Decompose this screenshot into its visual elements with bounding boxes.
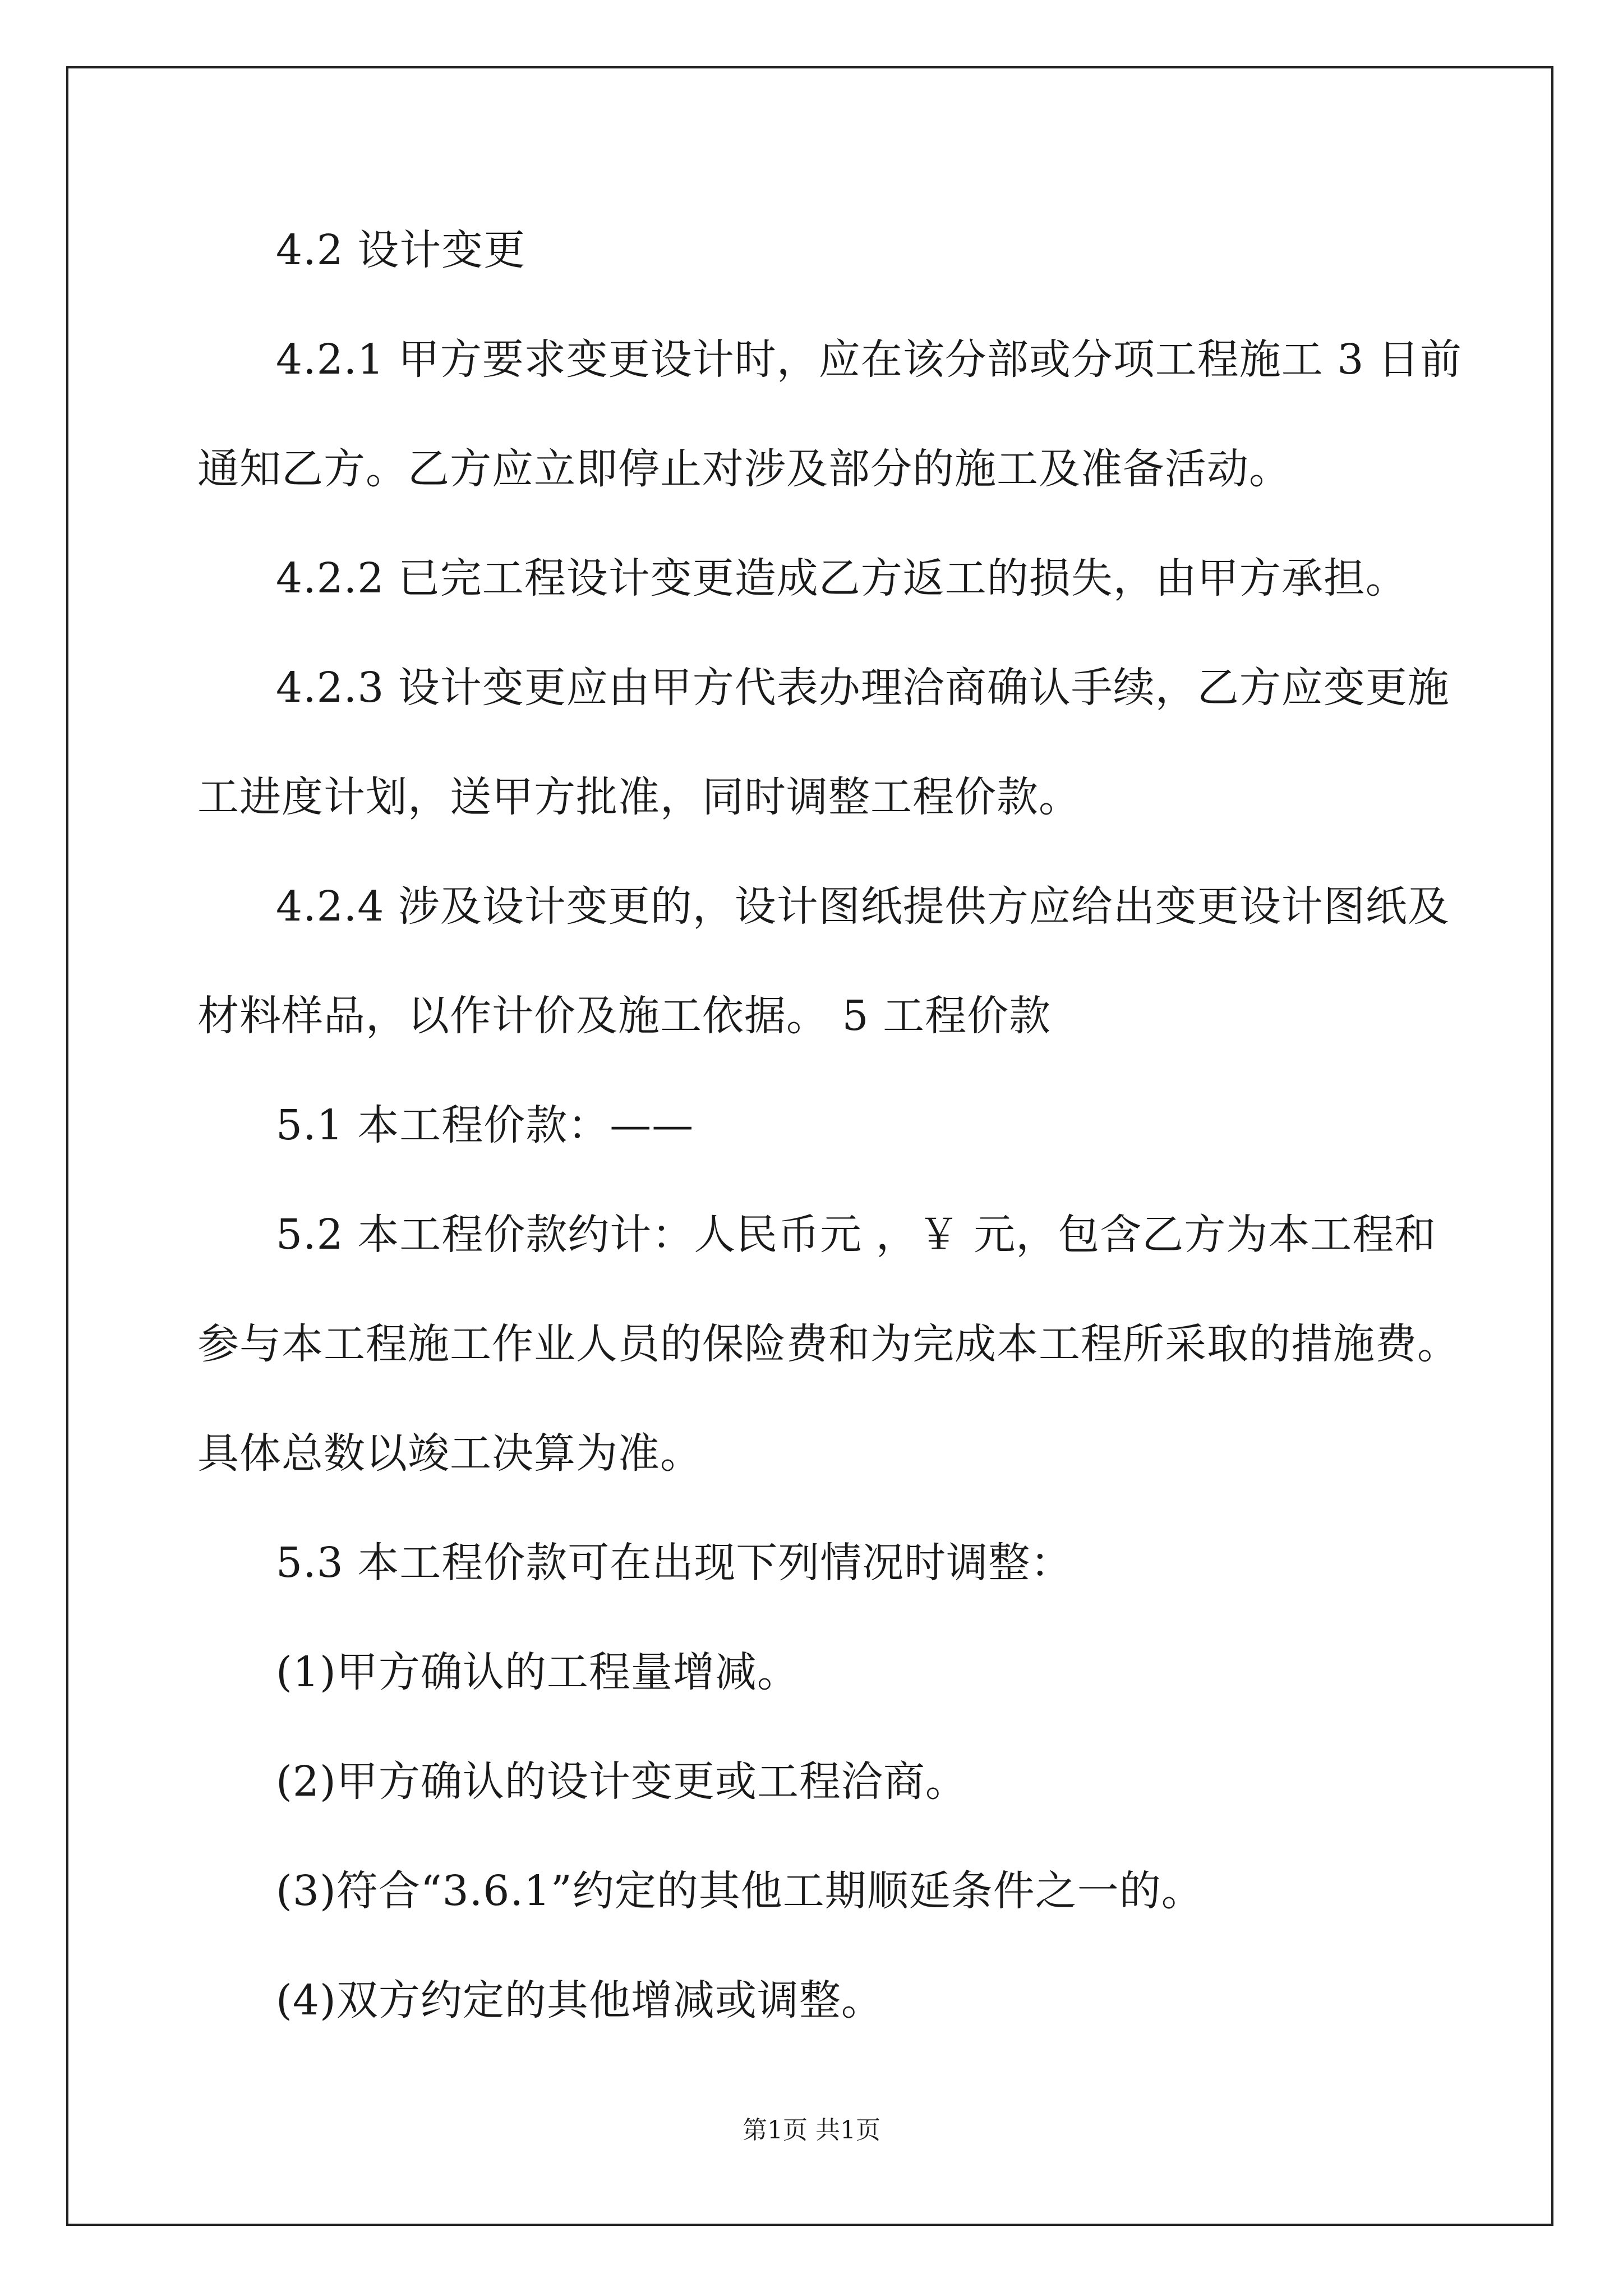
clause-5-3: 5.3 本工程价款可在出现下列情况时调整： bbox=[276, 1539, 1073, 1587]
clause-4-2-1-line-2: 通知乙方。乙方应立即停止对涉及部分的施工及准备活动。 bbox=[197, 445, 1291, 493]
list-item-3: (3)符合“3.6.1”约定的其他工期顺延条件之一的。 bbox=[276, 1867, 1204, 1915]
clause-5-1: 5.1 本工程价款：—— bbox=[276, 1101, 694, 1149]
list-item-4: (4)双方约定的其他增减或调整。 bbox=[276, 1976, 883, 2024]
clause-4-2-1-line-1: 4.2.1 甲方要求变更设计时，应在该分部或分项工程施工 3 日前 bbox=[276, 335, 1462, 384]
list-item-1: (1)甲方确认的工程量增减。 bbox=[276, 1648, 799, 1696]
clause-4-2-4-line-2: 材料样品，以作计价及施工依据。 5 工程价款 bbox=[197, 992, 1052, 1040]
clause-5-2-line-1: 5.2 本工程价款约计：人民币元 ，￥ 元，包含乙方为本工程和 bbox=[276, 1211, 1437, 1259]
list-item-2: (2)甲方确认的设计变更或工程洽商。 bbox=[276, 1757, 967, 1806]
clause-4-2-3-line-1: 4.2.3 设计变更应由甲方代表办理洽商确认手续，乙方应变更施 bbox=[276, 664, 1450, 712]
clause-4-2-2: 4.2.2 已完工程设计变更造成乙方返工的损失，由甲方承担。 bbox=[276, 554, 1408, 602]
heading-4-2: 4.2 设计变更 bbox=[276, 226, 526, 274]
clause-4-2-3-line-2: 工进度计划，送甲方批准，同时调整工程价款。 bbox=[197, 773, 1081, 821]
clause-5-2-line-2: 参与本工程施工作业人员的保险费和为完成本工程所采取的措施费。 bbox=[197, 1320, 1459, 1368]
clause-4-2-4-line-1: 4.2.4 涉及设计变更的，设计图纸提供方应给出变更设计图纸及 bbox=[276, 882, 1450, 931]
clause-5-2-line-3: 具体总数以竣工决算为准。 bbox=[197, 1429, 702, 1478]
page-indicator: 第1页 共1页 bbox=[743, 2116, 880, 2145]
